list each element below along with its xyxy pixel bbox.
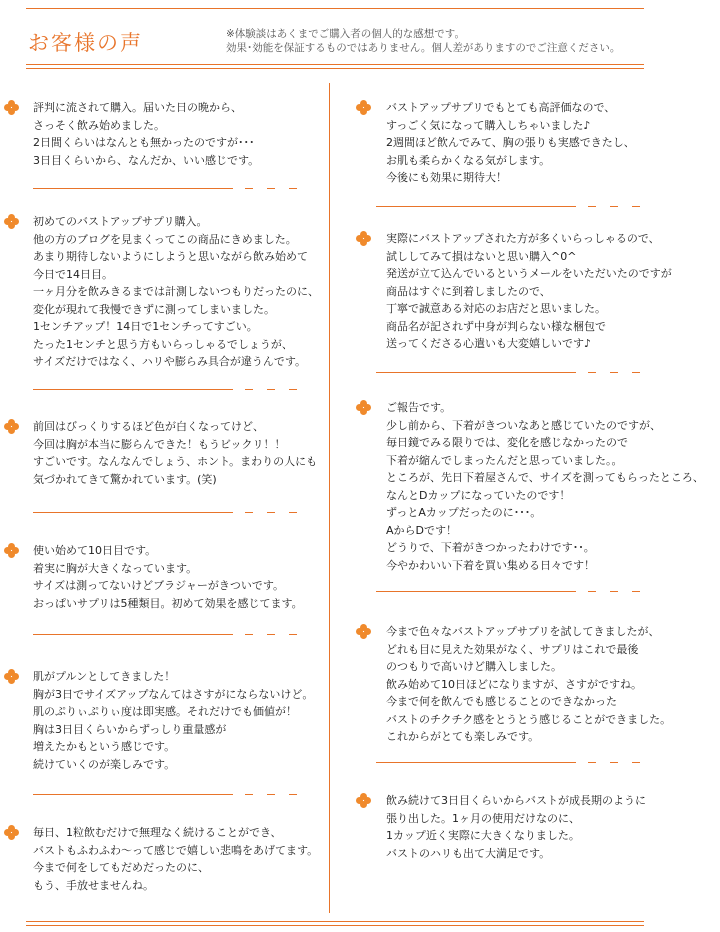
review-line: 少し前から、下着がきついなあと感じていたのですが、 [386, 418, 661, 432]
review-line: おっぱいサプリは5種類目。初めて効果を感じてます。 [33, 596, 303, 610]
flower-bullet-icon [4, 543, 20, 559]
review-line: 評判に流されて購入。届いた日の晩から、 [33, 101, 242, 114]
flower-bullet-icon [356, 231, 372, 247]
review-text [386, 623, 671, 746]
review-line: 着実に胸が大きくなっています。 [33, 561, 198, 575]
reviews-header [0, 0, 720, 80]
review-line: 胸が3日でサイズアップなんてはさすがにならないけど。 [33, 687, 314, 701]
review-line: 毎日鏡でみる限りでは、変化を感じなかったので [386, 436, 628, 449]
review-line: 今回は胸が本当に膨らんできた！もうビックリ！！ [33, 437, 286, 451]
footer-rule [26, 921, 644, 922]
review-line: AからDです！ [386, 523, 457, 537]
review-line: 一ヶ月分を飲みきるまでは計測しないつもりだったのに、 [33, 285, 319, 298]
review-line: たった1センチと思う方もいらっしゃるでしょうが、 [33, 337, 293, 351]
flower-bullet-icon [356, 400, 372, 416]
review-line: 今やかわいい下着を買い集める日々です！ [386, 558, 595, 572]
header-bottom-rule-2 [26, 68, 644, 69]
page-title: お客様の声 [28, 31, 143, 55]
disclaimer-line: 効果･効能を保証するものではありません。個人差がありますのでご注意ください。 [226, 42, 621, 54]
footer-rule-2 [26, 925, 644, 926]
review-line: サイズだけではなく、ハリや膨らみ具合が違うんです。 [33, 355, 307, 368]
review-text [386, 99, 635, 187]
review-line: どうりで、下着がきつかったわけです･･。 [386, 541, 595, 554]
review-line: 飲み続けて3日目くらいからバストが成長期のように [386, 794, 646, 807]
review-line: サイズは測ってないけどブラジャーがきついです。 [33, 579, 285, 592]
review-line: 送ってくださる心遣いも大変嬉しいです♪ [386, 337, 592, 350]
review-line: 飲み始めて10日ほどになりますが、さすがですね。 [386, 677, 642, 691]
review-line: 1センチアップ！14日で1センチってすごい。 [33, 320, 258, 333]
flower-bullet-icon [4, 419, 20, 435]
review-line: 実際にバストアップされた方が多くいらっしゃるので、 [386, 232, 660, 245]
disclaimer-notice [226, 27, 620, 55]
review-line: のつもりで高いけど購入しました。 [386, 660, 562, 673]
review-text [33, 418, 317, 488]
review-line: 他の方のブログを見まくってこの商品にきめました。 [33, 232, 297, 246]
review-line: 毎日、1粒飲むだけで無理なく続けることができ、 [33, 826, 282, 839]
review-line: バストのチクチク感をとうとう感じることができました。 [386, 712, 672, 726]
review-line: 3日目くらいから、なんだか、いい感じです。 [33, 153, 260, 167]
review-line: 胸は3日目くらいからずっしり重量感が [33, 722, 227, 736]
review-line: 今後にも効果に期待大！ [386, 171, 507, 184]
header-bottom-rule [26, 64, 644, 65]
review-line: 発送が立て込んでいるというメールをいただいたのですが [386, 267, 672, 280]
review-text [386, 399, 704, 574]
review-line: これからがとても楽しみです。 [386, 730, 540, 743]
review-line: 前回はびっくりするほど色が白くなってけど、 [33, 420, 264, 433]
review-line: どれも目に見えた効果がなく、サプリはこれで最後 [386, 642, 639, 656]
review-line: 肌がプルンとしてきました！ [33, 670, 176, 683]
review-line: 商品名が記されず中身が判らない様な梱包で [386, 319, 606, 333]
review-line: 使い始めて10日目です。 [33, 544, 157, 557]
review-line: 2週間ほど飲んでみて、胸の張りも実感できたし、 [386, 136, 635, 149]
review-line: 今まで色々なバストアップサプリを試してきましたが、 [386, 625, 660, 638]
flower-bullet-icon [4, 214, 20, 230]
flower-bullet-icon [356, 100, 372, 116]
review-line: 気づかれてきて驚かれています。(笑) [33, 472, 217, 486]
review-line: もう、手放せませんね。 [33, 878, 154, 892]
review-line: 変化が現れて我慢できずに測ってしまいました。 [33, 302, 275, 316]
review-line: 今日で14日目。 [33, 267, 113, 281]
review-line: すごいです。なんなんでしょう、ホント。まわりの人にも [33, 455, 318, 468]
review-line: 今まで何を飲んでも感じることのできなかった [386, 695, 617, 708]
flower-bullet-icon [4, 825, 20, 841]
review-line: ずっとAカップだったのに･･･。 [386, 506, 542, 519]
review-text [386, 792, 646, 862]
review-line: 張り出した。1ヶ月の使用だけなのに、 [386, 811, 580, 825]
review-line: お肌も柔らかくなる気がします。 [386, 153, 551, 167]
review-line: あまり期待しないようにしようと思いながら飲み始めて [33, 250, 308, 263]
review-text [386, 230, 672, 353]
review-text [33, 668, 313, 773]
review-line: 試ししてみて損はないと思い購入^0^ [386, 249, 577, 263]
review-text [33, 99, 259, 169]
review-line: 商品はすぐに到着しましたので、 [386, 284, 551, 298]
review-line: ところが、先日下着屋さんで、サイズを測ってもらったところ、 [386, 471, 704, 484]
review-line: なんとDカップになっていたのです！ [386, 488, 571, 502]
header-top-rule [26, 8, 644, 9]
review-line: さっそく飲み始めました。 [33, 118, 165, 132]
review-line: バストもふわふわ～って感じで嬉しい悲鳴をあげてます。 [33, 843, 319, 857]
review-line: すっごく気になって購入しちゃいました♪ [386, 118, 591, 132]
review-line: 肌のぷりぃぷりぃ度は即実感。それだけでも価値が！ [33, 705, 297, 718]
review-line: 1カップ近く実際に大きくなりました。 [386, 829, 580, 842]
review-line: バストのハリも出て大満足です。 [386, 846, 551, 860]
review-text [33, 824, 318, 894]
flower-bullet-icon [4, 669, 20, 685]
review-line: 2日間くらいはなんとも無かったのですが･･･ [33, 136, 255, 149]
review-line: 増えたかもという感じです。 [33, 740, 176, 753]
review-line: バストアップサプリでもとても高評価なので、 [386, 101, 616, 114]
review-line: 今まで何をしてもだめだったのに、 [33, 861, 209, 874]
review-line: 丁寧で誠意ある対応のお店だと思いました。 [386, 302, 606, 315]
flower-bullet-icon [4, 100, 20, 116]
review-line: ご報告です。 [386, 401, 452, 414]
review-line: 続けていくのが楽しみです。 [33, 757, 176, 771]
review-line: 初めてのバストアップサプリ購入。 [33, 215, 208, 228]
review-line: 下着が縮んでしまったんだと思っていました。。 [386, 453, 623, 467]
review-text [33, 542, 303, 612]
column-divider [329, 83, 330, 913]
flower-bullet-icon [356, 624, 372, 640]
disclaimer-line: ※体験談はあくまでご購入者の個人的な感想です。 [226, 28, 465, 40]
flower-bullet-icon [356, 793, 372, 809]
review-text [33, 213, 319, 371]
